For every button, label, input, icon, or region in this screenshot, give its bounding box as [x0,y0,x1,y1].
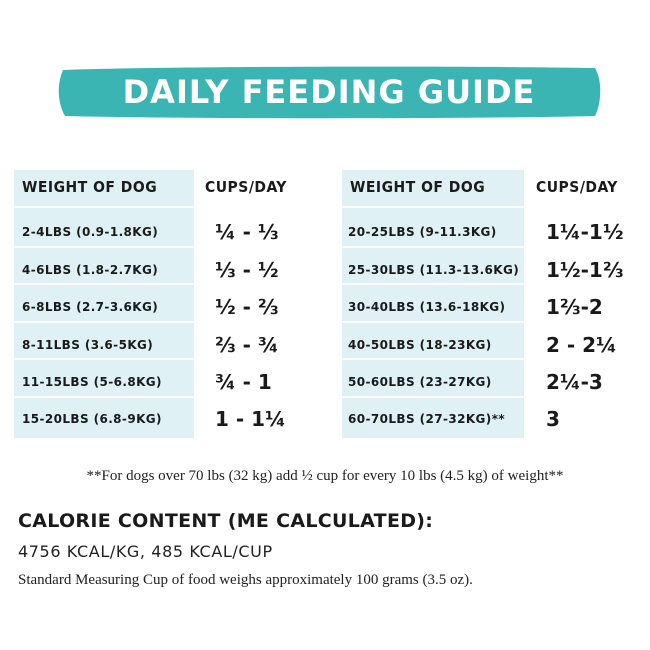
right-weight-cell: 60-70LBS (27-32KG)** [348,412,506,426]
header-cups-right: CUPS/DAY [536,178,618,196]
right-weight-cell: 40-50LBS (18-23KG) [348,338,492,352]
footnote: **For dogs over 70 lbs (32 kg) add ½ cup for every 10 lbs (4.5 kg) of weight** [86,468,564,484]
header-weight-left: WEIGHT OF DOG [22,178,158,196]
left-cups-cell: ⅔ - ¾ [215,333,279,357]
right-cups-cell: 1⅔-2 [546,295,603,319]
left-weight-cell: 8-11LBS (3.6-5KG) [22,338,154,352]
measuring-cup-note: Standard Measuring Cup of food weighs approximately 100 grams (3.5 oz). [18,572,473,588]
right-cups-cell: 1¼-1½ [546,220,624,244]
right-weight-cell: 20-25LBS (9-11.3KG) [348,225,497,239]
left-weight-cell: 2-4LBS (0.9-1.8KG) [22,225,159,239]
right-cups-cell: 2 - 2¼ [546,333,617,357]
right-cups-cell: 1½-1⅔ [546,258,624,282]
right-cups-cell: 3 [546,407,560,431]
right-cups-cell: 2¼-3 [546,370,603,394]
left-cups-cell: ⅓ - ½ [215,258,279,282]
calorie-values: 4756 KCAL/KG, 485 KCAL/CUP [18,542,273,561]
left-weight-cell: 11-15LBS (5-6.8KG) [22,375,162,389]
left-cups-cell: ¾ - 1 [215,370,272,394]
right-weight-cell: 50-60LBS (23-27KG) [348,375,492,389]
left-weight-cell: 15-20LBS (6.8-9KG) [22,412,162,426]
calorie-content-heading: CALORIE CONTENT (ME CALCULATED): [18,510,434,532]
title-banner [55,64,603,120]
header-cups-left: CUPS/DAY [205,178,287,196]
left-cups-cell: ¼ - ⅓ [215,220,279,244]
right-weight-cell: 25-30LBS (11.3-13.6KG) [348,263,520,277]
header-weight-right: WEIGHT OF DOG [350,178,486,196]
row-separator-line [14,206,194,208]
left-weight-cell: 6-8LBS (2.7-3.6KG) [22,300,159,314]
left-cups-cell: 1 - 1¼ [215,407,286,431]
left-weight-cell: 4-6LBS (1.8-2.7KG) [22,263,159,277]
page-title: DAILY FEEDING GUIDE [122,73,536,111]
left-cups-cell: ½ - ⅔ [215,295,279,319]
right-weight-cell: 30-40LBS (13.6-18KG) [348,300,506,314]
row-separator-line [342,206,524,208]
